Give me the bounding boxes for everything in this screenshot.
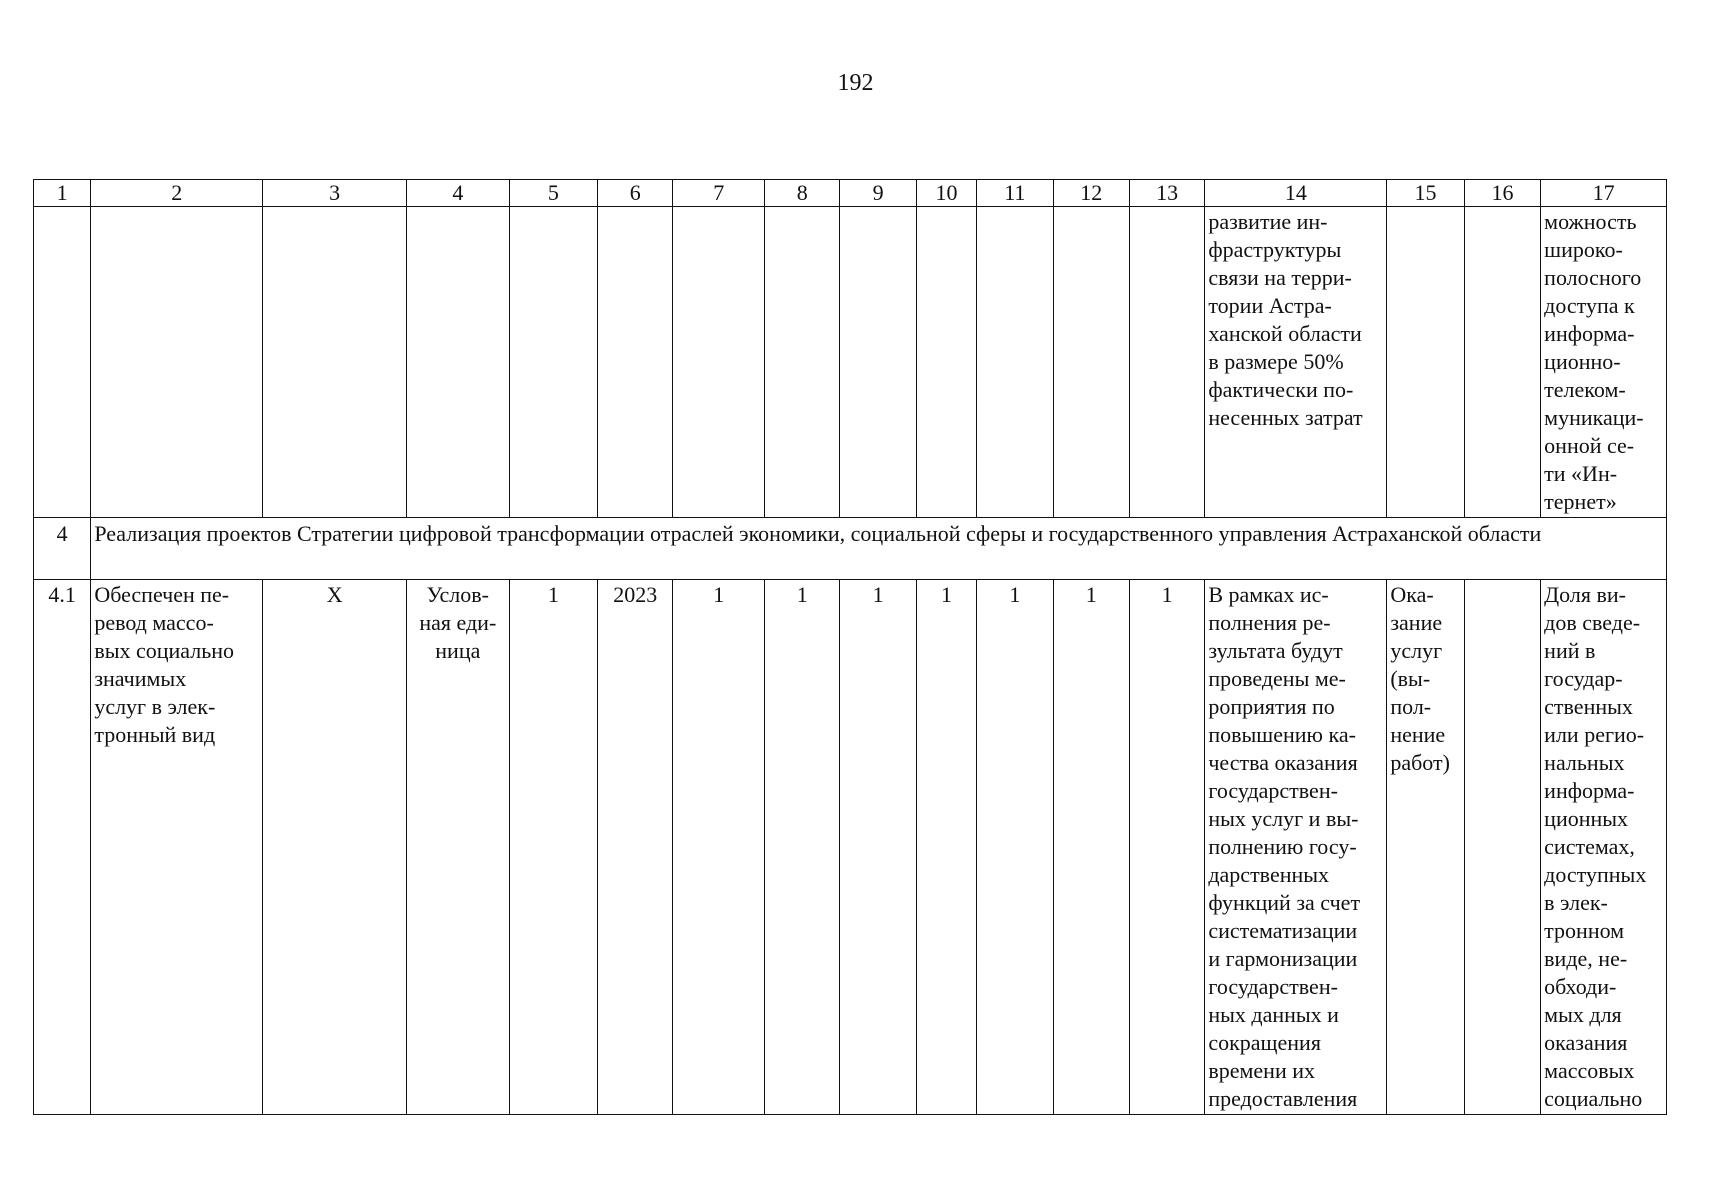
header-col-12: 12 xyxy=(1053,180,1129,207)
header-col-17: 17 xyxy=(1541,180,1667,207)
base-year: 2023 xyxy=(598,580,673,1115)
cell xyxy=(263,207,407,518)
col5-value: 1 xyxy=(509,580,597,1115)
column-number-header xyxy=(34,180,1667,207)
header-col-4: 4 xyxy=(407,180,510,207)
cell xyxy=(1053,207,1129,518)
cell xyxy=(673,207,765,518)
continuation-col17 xyxy=(1541,207,1667,518)
header-col-15: 15 xyxy=(1387,180,1464,207)
header-col-6: 6 xyxy=(598,180,673,207)
unit-cell xyxy=(407,580,510,1115)
type-cell xyxy=(1387,580,1464,1115)
header-col-7: 7 xyxy=(673,180,765,207)
result-type: Ока- зание услуг (вы- пол- нение работ) xyxy=(1390,582,1450,775)
col12-value: 1 xyxy=(1053,580,1129,1115)
col9-value: 1 xyxy=(840,580,916,1115)
indicator: Доля ви- дов сведе- ний в государ- ственных или регио- нальных информа- ционных системах, доступных в элек- тронном виде, не- обходи- мых для оказания массовых социально xyxy=(1544,582,1647,1111)
cell xyxy=(764,207,839,518)
row-number: 4.1 xyxy=(34,580,91,1115)
header-col-11: 11 xyxy=(977,180,1053,207)
indicator-cell xyxy=(1541,580,1667,1115)
result-name: Обеспечен пе- ревод массо- вых социально значимых услуг в элек- тронный вид xyxy=(94,582,235,747)
continuation-col17-text: можность широко- полосного доступа к информа- ционно- телеком- муникаци- онной се- ти «Ин- тернет» xyxy=(1544,209,1644,514)
header-col-1: 1 xyxy=(34,180,91,207)
cell xyxy=(916,207,976,518)
page-number: 192 xyxy=(837,70,874,96)
col11-value: 1 xyxy=(977,580,1053,1115)
header-col-2: 2 xyxy=(91,180,263,207)
col16-cell xyxy=(1464,580,1540,1115)
cell xyxy=(91,207,263,518)
cell xyxy=(1387,207,1464,518)
header-col-14: 14 xyxy=(1205,180,1387,207)
section-number: 4 xyxy=(34,518,91,580)
header-col-5: 5 xyxy=(509,180,597,207)
col3-value: X xyxy=(263,580,407,1115)
col13-value: 1 xyxy=(1129,580,1204,1115)
continuation-col14 xyxy=(1205,207,1387,518)
result-name-cell xyxy=(91,580,263,1115)
continuation-col14-text: развитие ин- фраструктуры связи на терри- тории Астра- ханской области в размере 50% фактически по- несенных затрат xyxy=(1208,209,1363,430)
cell xyxy=(840,207,916,518)
col7-value: 1 xyxy=(673,580,765,1115)
col8-value: 1 xyxy=(764,580,839,1115)
col10-value: 1 xyxy=(916,580,976,1115)
continuation-row xyxy=(34,207,1667,518)
cell xyxy=(407,207,510,518)
cell xyxy=(1464,207,1540,518)
results-table xyxy=(33,179,1667,1115)
unit: Услов- ная еди- ница xyxy=(419,582,497,663)
section-row xyxy=(34,518,1667,580)
cell xyxy=(977,207,1053,518)
data-row xyxy=(34,580,1667,1115)
header-col-16: 16 xyxy=(1464,180,1540,207)
cell xyxy=(34,207,91,518)
header-col-13: 13 xyxy=(1129,180,1204,207)
section-title: Реализация проектов Стратегии цифровой трансформации отраслей экономики, социальной сферы и государственного управления Астраханской области xyxy=(91,518,1667,580)
description: В рамках ис- полнения ре- зультата будут проведены ме- роприятия по повышению ка- чества оказания государствен- ных услуг и вы- полнению госу- дарственных функций за счет систематизации и гармонизации государствен- ных данных и сокращения времени их предоставления xyxy=(1208,582,1361,1111)
cell xyxy=(598,207,673,518)
header-col-3: 3 xyxy=(263,180,407,207)
description-cell xyxy=(1205,580,1387,1115)
header-col-10: 10 xyxy=(916,180,976,207)
header-col-9: 9 xyxy=(840,180,916,207)
cell xyxy=(509,207,597,518)
cell xyxy=(1129,207,1204,518)
header-col-8: 8 xyxy=(764,180,839,207)
